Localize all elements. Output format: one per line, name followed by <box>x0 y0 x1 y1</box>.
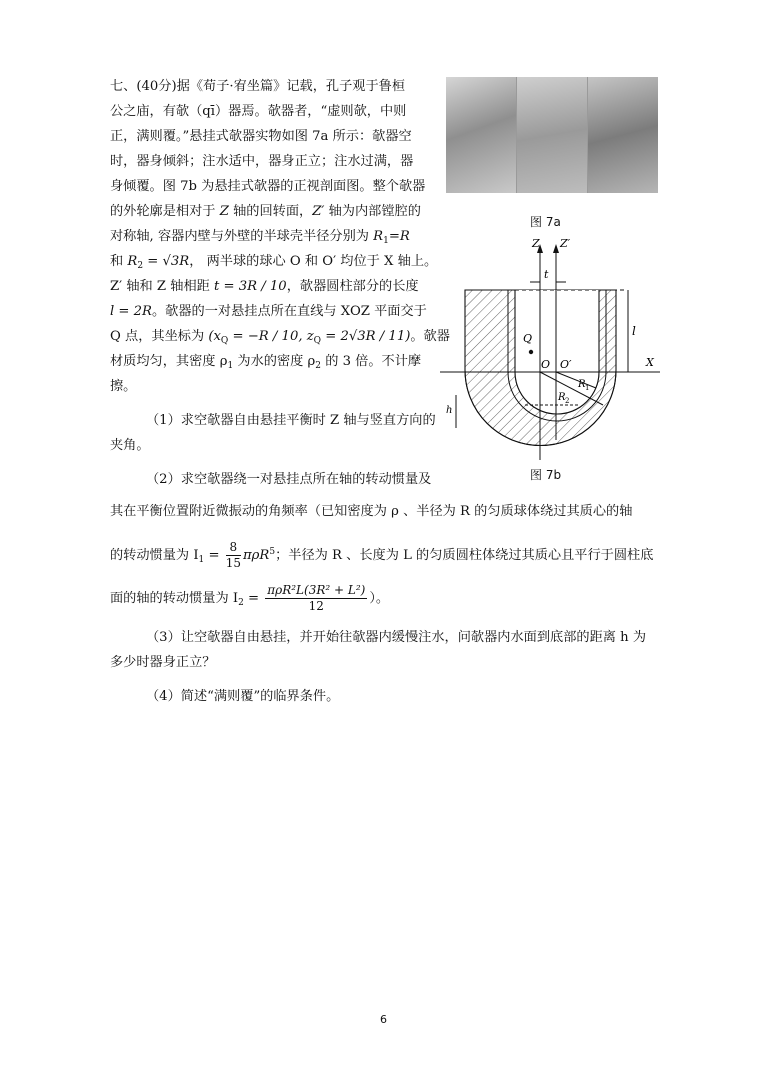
label-R2-sub: 2 <box>565 397 570 405</box>
label-R1-sub: 1 <box>585 384 590 392</box>
zprime-arrow <box>553 244 559 253</box>
page-number: 6 <box>380 1013 387 1026</box>
label-Oprime: O′ <box>560 358 572 371</box>
question-3-cont: 多少时器身正立？ <box>110 655 216 670</box>
problem-line: 公之庙，有欹（qī）器焉。欹器者，“虚则欹，中则 <box>110 104 407 119</box>
question-2-formula-1: 的转动惯量为 $I_1$ = $\frac{8}{15}$ πρR$^5$；半径为 R 、长度为 L 的匀质圆柱体绕过其质心且平行于圆柱底 <box>110 540 654 570</box>
question-2-cont: 其在平衡位置附近微振动的角频率（已知密度为 ρ 、半径为 R 的匀质球体绕过其质心的轴 <box>110 504 633 519</box>
label-Z: Z <box>532 237 540 250</box>
label-O: O <box>541 358 551 371</box>
problem-line: 的外轮廓是相对于 Z 轴的回转面，Z′ 轴为内部镗腔的 <box>110 204 421 219</box>
problem-line: 身倾覆。图 7b 为悬挂式欹器的正视剖面图。整个欹器 <box>110 179 426 194</box>
problem-line: 正，满则覆。”悬挂式欹器实物如图 7a 所示：欹器空 <box>110 129 412 144</box>
question-3: （3）让空欹器自由悬挂，并开始往欹器内缓慢注水，问欹器内水面到底部的距离 h 为 <box>146 630 647 645</box>
fraction: $\frac{\text{πρR²L(3R² + L²)}}{12}$ <box>267 583 366 613</box>
point-Q <box>529 350 533 354</box>
problem-line: Q 点，其坐标为 ($x_Q = -R / 10$, $z_Q = 2√3R / 11$)。欹器 <box>110 329 450 346</box>
question-1: （1）求空欹器自由悬挂平衡时 Z 轴与竖直方向的 <box>146 413 436 428</box>
problem-line: l = 2R。欹器的一对悬挂点所在直线与 XOZ 平面交于 <box>110 304 427 319</box>
problem-line: 时，器身倾斜；注水适中，器身正立；注水过满，器 <box>110 154 414 169</box>
problem-line: Z′ 轴和 Z 轴相距 t = 3R / 10，欹器圆柱部分的长度 <box>110 279 419 294</box>
label-h: h <box>446 405 453 416</box>
label-R2: R <box>558 392 566 403</box>
problem-line: 和 $R_2 = √3R$， 两半球的球心 O 和 O′ 均位于 X 轴上。 <box>110 254 438 271</box>
problem-line: 材质均匀，其密度 $\rho_1$ 为水的密度 $\rho_2$ 的 3 倍。不计摩 <box>110 354 422 371</box>
question-4: （4）简述“满则覆”的临界条件。 <box>146 689 340 704</box>
label-t: t <box>544 268 549 281</box>
figure-7b-caption: 图 7b <box>530 468 562 482</box>
problem-line: 七、(40分)据《荀子·宥坐篇》记载，孔子观于鲁桓 <box>110 79 406 94</box>
fraction: $\frac{8}{15}$ <box>225 540 241 570</box>
label-X: X <box>646 356 654 369</box>
label-l: l <box>632 324 636 338</box>
label-R1: R <box>578 379 586 390</box>
question-2: （2）求空欹器绕一对悬挂点所在轴的转动惯量及 <box>146 472 432 487</box>
figure-7a-caption: 图 7a <box>530 215 561 229</box>
problem-line: 对称轴, 容器内壁与外壁的半球壳半径分别为 $R_1=R$ <box>110 229 410 246</box>
bore-outline <box>515 290 599 414</box>
label-Zprime: Z′ <box>560 237 571 250</box>
question-1-cont: 夹角。 <box>110 438 150 453</box>
problem-line: 擦。 <box>110 379 137 394</box>
question-2-formula-2: 面的轴的转动惯量为 $I_2$ = $\frac{\text{πρR²L(3R² + L²)}}{12}$ ）。 <box>110 583 390 613</box>
label-Q: Q <box>523 332 533 345</box>
